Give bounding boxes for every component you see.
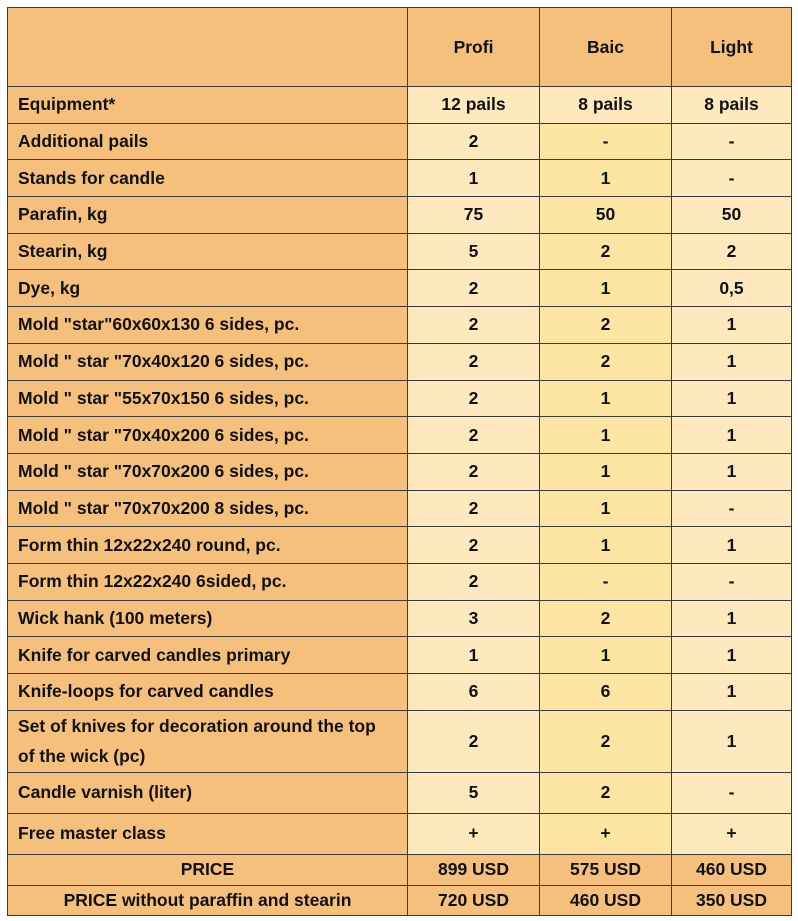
cell-baic: 2 [540, 772, 672, 813]
price-without-paraffin-light: 350 USD [672, 885, 792, 915]
cell-light: 1 [672, 674, 792, 711]
cell-profi: 2 [408, 307, 540, 344]
row-label: Equipment* [8, 87, 408, 124]
cell-baic: 1 [540, 490, 672, 527]
row-label: Mold " star "70x70x200 8 sides, pc. [8, 490, 408, 527]
cell-profi: 2 [408, 563, 540, 600]
row-label: Mold " star "55x70x150 6 sides, pc. [8, 380, 408, 417]
row-label: Wick hank (100 meters) [8, 600, 408, 637]
table-row [8, 527, 792, 564]
cell-light: 1 [672, 710, 792, 772]
header-empty-cell [8, 8, 408, 87]
price-row [8, 854, 792, 885]
cell-light: 1 [672, 637, 792, 674]
cell-profi: 75 [408, 197, 540, 234]
cell-light: 0,5 [672, 270, 792, 307]
row-label: Mold "star"60x60x130 6 sides, pc. [8, 307, 408, 344]
column-header-profi: Profi [408, 8, 540, 87]
column-header-light: Light [672, 8, 792, 87]
cell-profi: 12 pails [408, 87, 540, 124]
cell-baic: 2 [540, 710, 672, 772]
cell-baic: 2 [540, 307, 672, 344]
cell-profi: 2 [408, 270, 540, 307]
price-without-paraffin-baic: 460 USD [540, 885, 672, 915]
cell-light: - [672, 160, 792, 197]
price-label: PRICE [8, 854, 408, 885]
row-label: Additional pails [8, 123, 408, 160]
cell-light: + [672, 813, 792, 854]
cell-light: 8 pails [672, 87, 792, 124]
table-row [8, 563, 792, 600]
cell-profi: 2 [408, 123, 540, 160]
cell-baic: 1 [540, 527, 672, 564]
table-row [8, 637, 792, 674]
cell-baic: 8 pails [540, 87, 672, 124]
price-profi: 899 USD [408, 854, 540, 885]
cell-light: 50 [672, 197, 792, 234]
row-label: Knife-loops for carved candles [8, 674, 408, 711]
cell-light: 1 [672, 417, 792, 454]
cell-baic: 50 [540, 197, 672, 234]
table-row [8, 772, 792, 813]
price-light: 460 USD [672, 854, 792, 885]
table-row [8, 197, 792, 234]
cell-light: 2 [672, 233, 792, 270]
cell-baic: 1 [540, 453, 672, 490]
cell-profi: 2 [408, 380, 540, 417]
column-header-baic: Baic [540, 8, 672, 87]
table-row [8, 270, 792, 307]
row-label: Dye, kg [8, 270, 408, 307]
cell-light: 1 [672, 453, 792, 490]
price-without-paraffin-row [8, 885, 792, 915]
row-label: Parafin, kg [8, 197, 408, 234]
table-row [8, 417, 792, 454]
row-label: Mold " star "70x40x120 6 sides, pc. [8, 343, 408, 380]
cell-light: 1 [672, 307, 792, 344]
cell-light: - [672, 563, 792, 600]
table-body [8, 87, 792, 916]
cell-light: 1 [672, 527, 792, 564]
cell-profi: 2 [408, 453, 540, 490]
cell-light: 1 [672, 380, 792, 417]
header-row [8, 8, 792, 87]
cell-baic: 1 [540, 380, 672, 417]
row-label: Stearin, kg [8, 233, 408, 270]
table-row [8, 600, 792, 637]
cell-baic: 6 [540, 674, 672, 711]
cell-profi: 2 [408, 490, 540, 527]
price-baic: 575 USD [540, 854, 672, 885]
cell-profi: 6 [408, 674, 540, 711]
cell-profi: 3 [408, 600, 540, 637]
cell-baic: 2 [540, 233, 672, 270]
cell-light: 1 [672, 600, 792, 637]
row-label: Stands for candle [8, 160, 408, 197]
cell-profi: 2 [408, 527, 540, 564]
cell-profi: 5 [408, 233, 540, 270]
row-label: Knife for carved candles primary [8, 637, 408, 674]
table-row [8, 380, 792, 417]
cell-light: - [672, 772, 792, 813]
table-row [8, 307, 792, 344]
table-row [8, 813, 792, 854]
row-label: Form thin 12x22x240 round, pc. [8, 527, 408, 564]
pricing-table [7, 7, 792, 916]
cell-baic: 2 [540, 343, 672, 380]
table-row [8, 233, 792, 270]
cell-baic: 1 [540, 160, 672, 197]
cell-profi: + [408, 813, 540, 854]
cell-profi: 2 [408, 343, 540, 380]
cell-baic: 1 [540, 637, 672, 674]
cell-profi: 5 [408, 772, 540, 813]
cell-profi: 1 [408, 637, 540, 674]
table-row [8, 160, 792, 197]
row-label: Mold " star "70x40x200 6 sides, pc. [8, 417, 408, 454]
cell-light: - [672, 490, 792, 527]
cell-baic: 1 [540, 270, 672, 307]
price-without-paraffin-label: PRICE without paraffin and stearin [8, 885, 408, 915]
cell-baic: - [540, 563, 672, 600]
cell-baic: 1 [540, 417, 672, 454]
cell-baic: + [540, 813, 672, 854]
table-row [8, 674, 792, 711]
cell-profi: 2 [408, 417, 540, 454]
cell-light: 1 [672, 343, 792, 380]
cell-profi: 2 [408, 710, 540, 772]
cell-baic: - [540, 123, 672, 160]
table-row [8, 87, 792, 124]
table-row [8, 453, 792, 490]
row-label: Free master class [8, 813, 408, 854]
table-row [8, 343, 792, 380]
row-label: Mold " star "70x70x200 6 sides, pc. [8, 453, 408, 490]
price-without-paraffin-profi: 720 USD [408, 885, 540, 915]
row-label: Set of knives for decoration around the top of the wick (pc) [8, 710, 408, 772]
cell-profi: 1 [408, 160, 540, 197]
table-row [8, 710, 792, 772]
cell-baic: 2 [540, 600, 672, 637]
table-row [8, 490, 792, 527]
row-label: Candle varnish (liter) [8, 772, 408, 813]
cell-light: - [672, 123, 792, 160]
table-row [8, 123, 792, 160]
row-label: Form thin 12x22x240 6sided, pc. [8, 563, 408, 600]
